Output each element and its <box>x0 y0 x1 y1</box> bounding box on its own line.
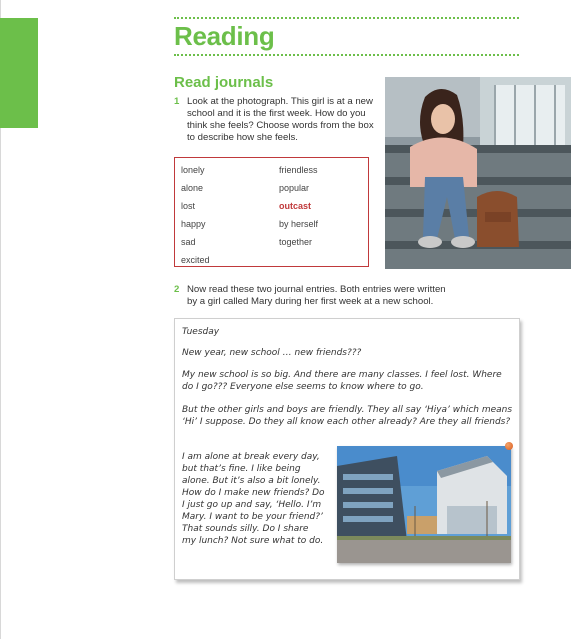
word-box-item-highlighted: outcast <box>279 201 312 211</box>
pin-icon <box>505 442 513 450</box>
journal-paragraph: I am alone at break every day, but that’s fine. I like being alone. But it’s also a bit lonely. How do I make new friends? Do I just go up and say, ‘Hello. I’m Mary. I want to be your friend?’ That sounds silly. Do I share my lunch? Not sure what to do. <box>182 452 325 546</box>
journal-entry <box>174 318 520 580</box>
word-box-item: happy <box>181 219 206 229</box>
section-tab <box>0 18 38 128</box>
task-1 <box>174 96 374 144</box>
title-rule-top <box>174 17 519 19</box>
word-box-item: together <box>279 237 313 247</box>
title-rule-bottom <box>174 54 519 56</box>
word-box-item: sad <box>181 237 196 247</box>
task-2 <box>174 284 454 308</box>
word-box-item: alone <box>181 183 204 193</box>
word-box-item: excited <box>181 255 210 265</box>
journal-paragraph: But the other girls and boys are friendly. They all say ‘Hiya’ which means ‘Hi’ I suppose. Do they all know each other already? Are they all friends? <box>182 405 513 427</box>
task-1-number: 1 <box>174 96 180 107</box>
word-box-item: popular <box>279 183 310 193</box>
girl-on-stairs-photo <box>385 77 571 269</box>
section-title: Read journals <box>174 74 274 91</box>
word-box-item: friendless <box>279 165 318 175</box>
word-box-item: by herself <box>279 219 319 229</box>
journal-day: Tuesday <box>182 327 220 337</box>
journal-paragraph: My new school is so big. And there are many classes. I feel lost. Where do I go??? Everyone else seems to know where to go. <box>182 370 502 392</box>
task-2-number: 2 <box>174 284 180 295</box>
journal-paragraph: New year, new school … new friends??? <box>182 348 362 358</box>
task-1-text: Look at the photograph. This girl is at a new school and it is the first week. How do you think she feels? Choose words from the box to describe how she feels. <box>187 96 374 143</box>
word-box-item: lost <box>181 201 196 211</box>
page-title: Reading <box>174 21 275 51</box>
task-2-text: Now read these two journal entries. Both entries were written by a girl called Mary during her first week at a new school. <box>187 284 446 307</box>
school-building-photo <box>337 446 511 563</box>
word-box-item: lonely <box>181 165 205 175</box>
word-box <box>174 157 369 267</box>
